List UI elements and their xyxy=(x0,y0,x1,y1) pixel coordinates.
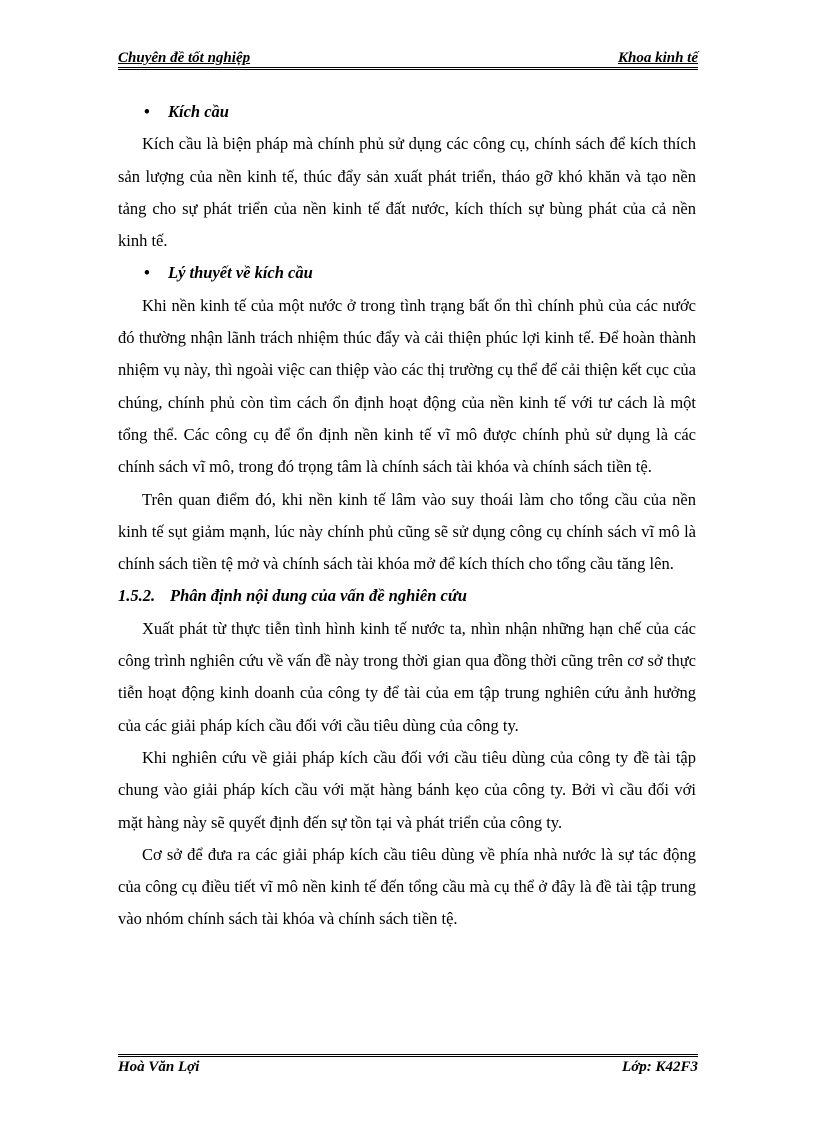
heading-ly-thuyet xyxy=(118,257,696,289)
header-thesis-title: Chuyên đề tốt nghiệp xyxy=(118,50,251,66)
page-footer xyxy=(118,1059,698,1079)
document-body xyxy=(118,96,696,936)
paragraph-ly-thuyet-1: Khi nền kinh tế của một nước ở trong tình trạng bất ổn thì chính phủ của các nước đó thường nhận lãnh trách nhiệm thúc đẩy và cải thiện phúc lợi kinh tế. Để hoàn thành nhiệm vụ này, thì ngoài việc can thiệp vào các thị trường cụ thể để cải thiện kết cục của chúng, chính phủ còn tìm cách ổn định hoạt động của nền kinh tế với tư cách là một tổng thể. Các công cụ để ổn định nền kinh tế vĩ mô được chính phủ sử dụng là các chính sách vĩ mô, trong đó trọng tâm là chính sách tài khóa và chính sách tiền tệ. xyxy=(118,295,696,477)
bullet-icon: • xyxy=(144,263,150,283)
heading-kich-cau xyxy=(118,96,696,128)
paragraph-phan-dinh-3: Cơ sở để đưa ra các giải pháp kích cầu tiêu dùng về phía nhà nước là sự tác động của công cụ điều tiết vĩ mô nền kinh tế đến tổng cầu mà cụ thể ở đây là đề tài tập trung vào nhóm chính sách tài khóa và chính sách tiền tệ. xyxy=(118,844,696,929)
footer-author: Hoà Văn Lợi xyxy=(118,1059,200,1075)
paragraph-phan-dinh-2: Khi nghiên cứu về giải pháp kích cầu đối với cầu tiêu dùng của công ty đề tài tập chung vào giải pháp kích cầu với mặt hàng bánh kẹo của công ty. Bởi vì cầu đối với mặt hàng này sẽ quyết định đến sự tồn tại và phát triển của công ty. xyxy=(118,747,696,832)
heading-text: Kích cầu xyxy=(168,102,229,121)
footer-rule xyxy=(118,1054,698,1057)
header-rule xyxy=(118,67,698,70)
bullet-icon: • xyxy=(144,102,150,121)
paragraph-phan-dinh-1: Xuất phát từ thực tiễn tình hình kinh tế nước ta, nhìn nhận những hạn chế của các công trình nghiên cứu về vấn đề này trong thời gian qua đồng thời cũng trên cơ sở thực tiễn hoạt động kinh doanh của công ty để tài của em tập trung nghiên cứu ảnh hưởng của các giải pháp kích cầu đối với cầu tiêu dùng của công ty. xyxy=(118,618,696,735)
footer-class: Lớp: K42F3 xyxy=(622,1059,698,1075)
section-number: 1.5.2. xyxy=(118,586,156,606)
section-title: Phân định nội dung của vấn đề nghiên cứu xyxy=(170,586,467,606)
paragraph-kich-cau: Kích cầu là biện pháp mà chính phủ sử dụng các công cụ, chính sách để kích thích sản lượng của nền kinh tế, thúc đẩy sản xuất phát triển, tháo gỡ khó khăn và tạo nền tảng cho sự phát triển của nền kinh tế đất nước, kích thích sự bùng phát của cả nền kinh tế. xyxy=(118,134,696,251)
header-faculty: Khoa kinh tế xyxy=(617,50,698,66)
section-heading-1-5-2 xyxy=(118,580,696,612)
paragraph-ly-thuyet-2: Trên quan điểm đó, khi nền kinh tế lâm vào suy thoái làm cho tổng cầu của nền kinh tế sụt giảm mạnh, lúc này chính phủ cũng sẽ sử dụng công cụ chính sách vĩ mô là chính sách tiền tệ mở và chính sách tài khóa mở để kích thích cho tổng cầu tăng lên. xyxy=(118,489,696,574)
heading-text: Lý thuyết về kích cầu xyxy=(168,263,313,283)
